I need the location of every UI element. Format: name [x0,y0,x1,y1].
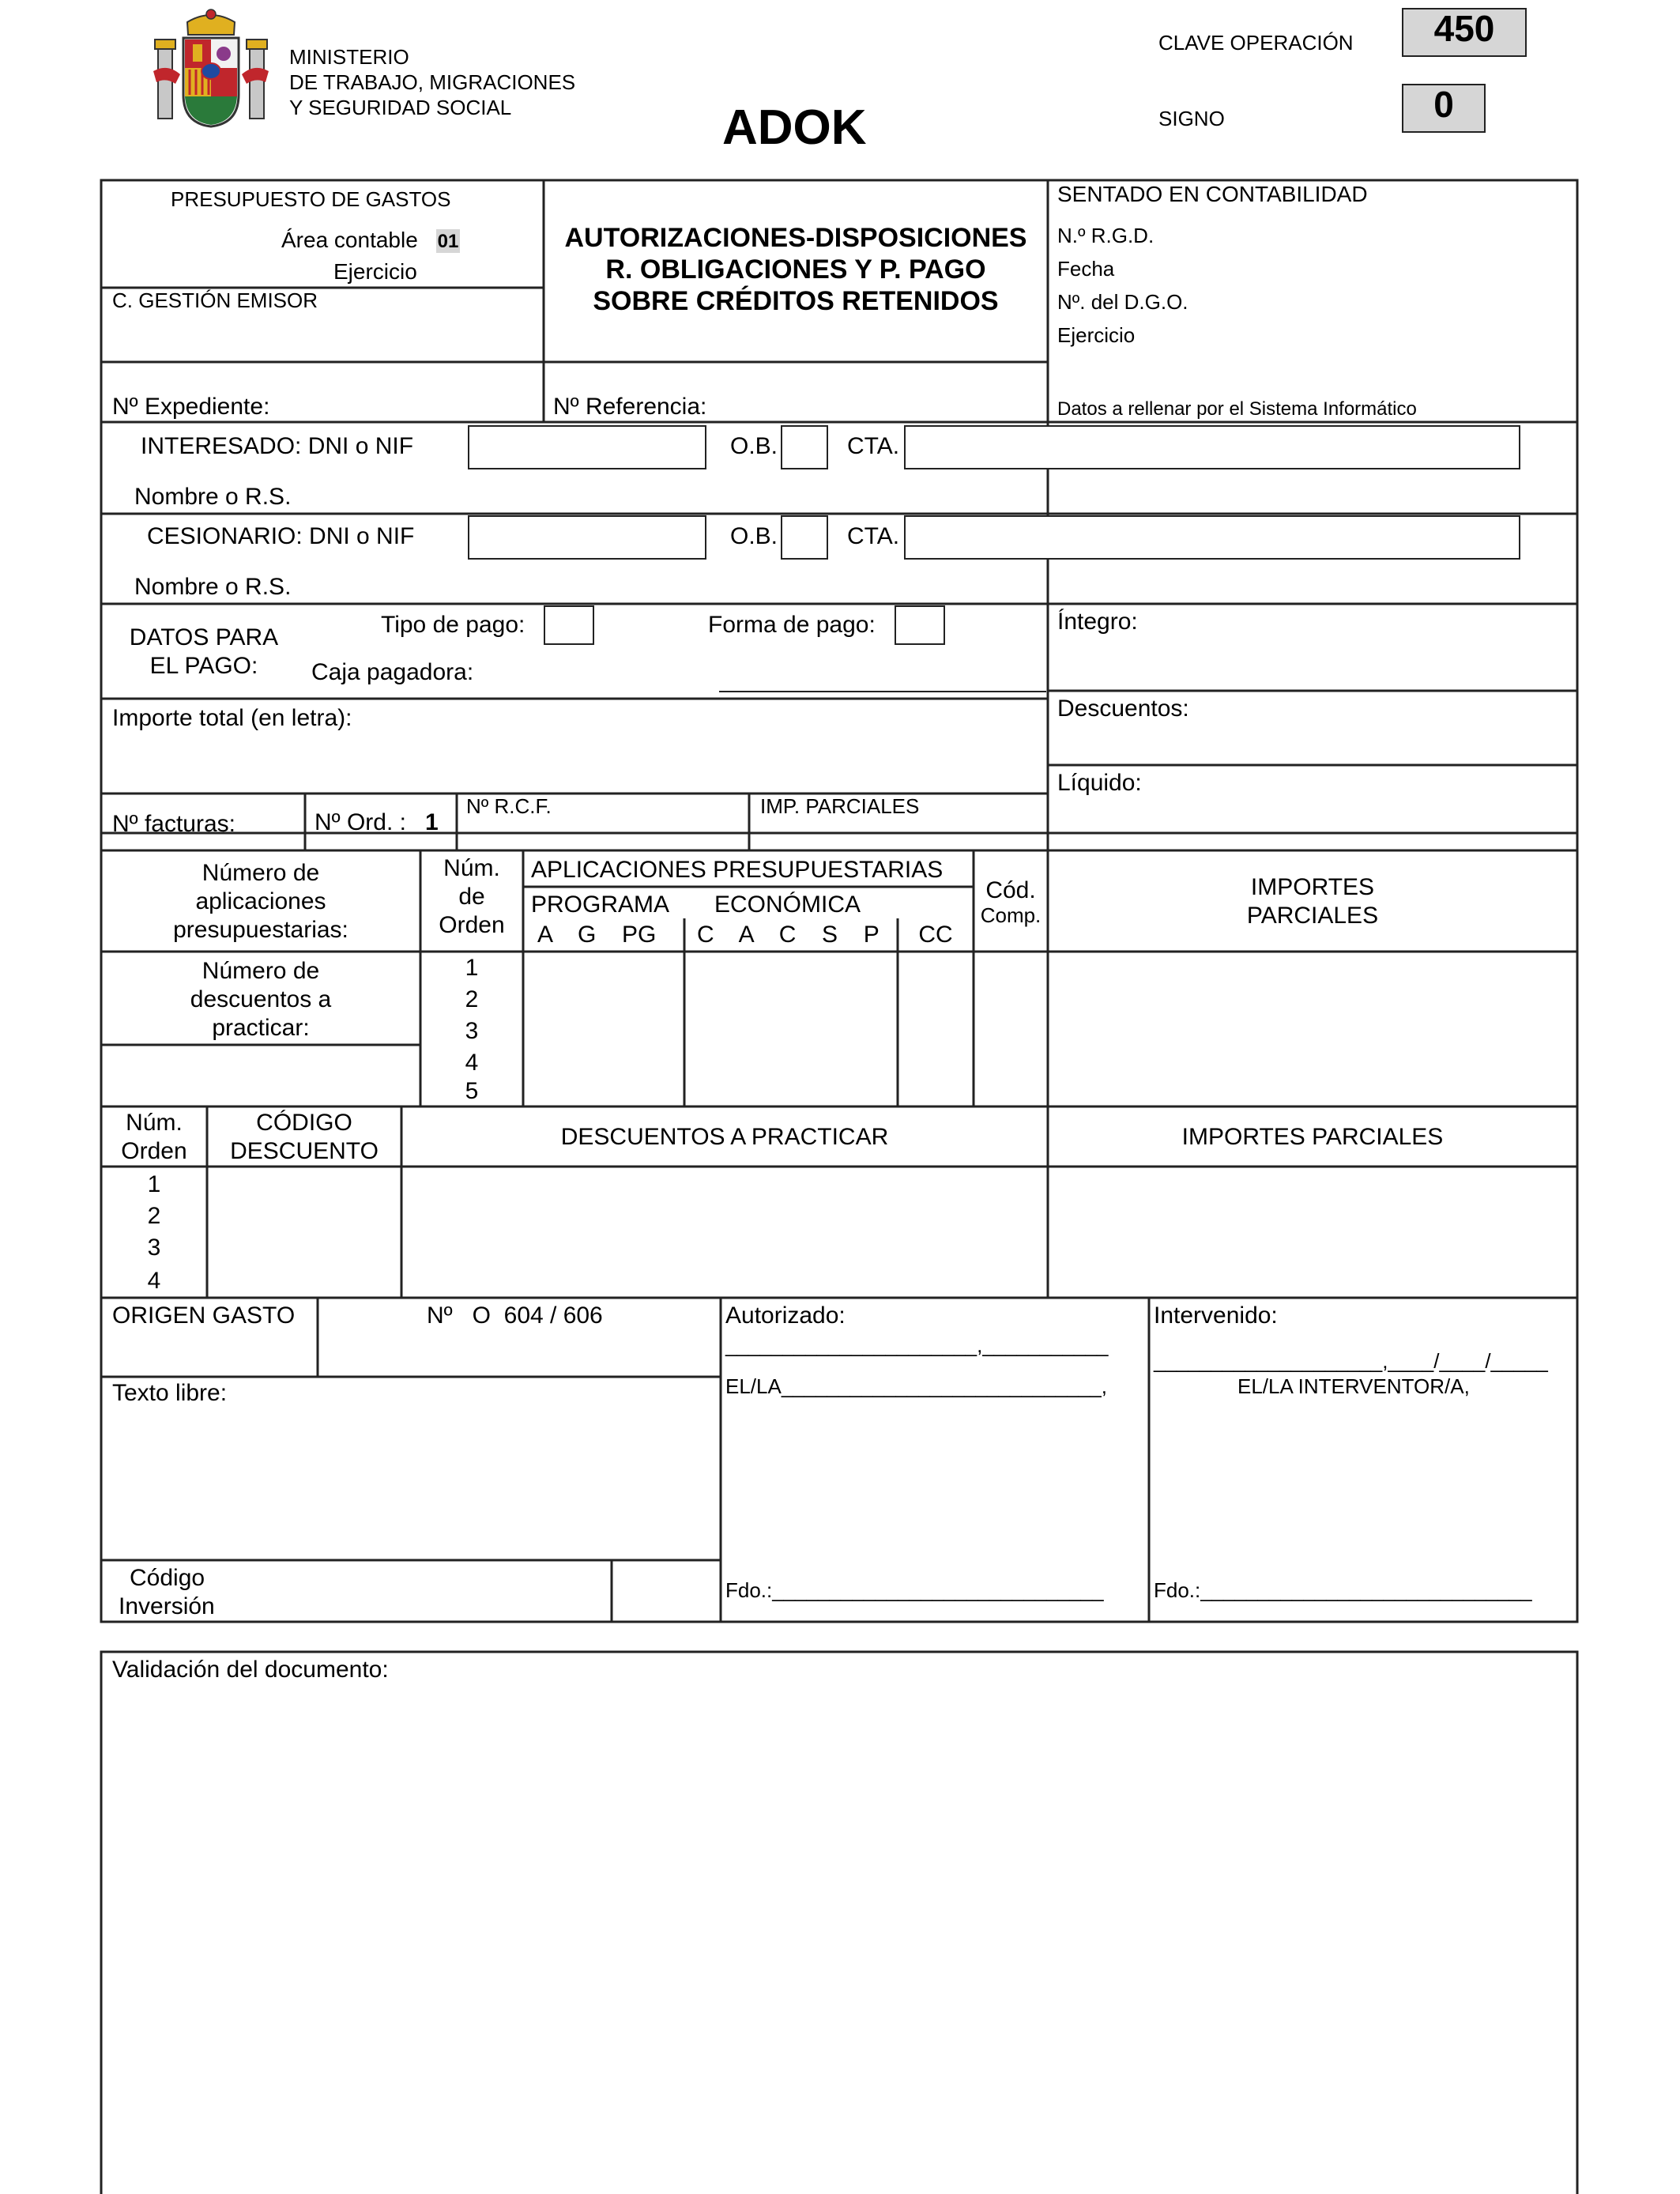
datos-pago-line-1: DATOS PARA [129,624,279,650]
fecha-label: Fecha [1057,257,1115,281]
disc-codigo-line-2: DESCUENTO [230,1138,379,1164]
interesado-cta-label: CTA. [847,433,900,459]
referencia-label: Nº Referencia: [553,394,707,420]
importes-parciales-line-2: PARCIALES [1246,903,1379,929]
interesado-label: INTERESADO: DNI o NIF [141,433,414,459]
integro-label: Íntegro: [1057,609,1138,635]
autorizado-label: Autorizado: [725,1302,846,1329]
tipo-pago-label: Tipo de pago: [381,612,525,638]
num-orden-line-1: Núm. [443,855,500,881]
programa-columns: A G PG [537,922,657,948]
ord-label: Nº Ord. : [315,809,406,835]
num-desc-line-2: descuentos a [190,986,332,1012]
interesado-ob-label: O.B. [730,433,778,459]
num-apps-line-2: aplicaciones [195,888,326,914]
area-contable-value: 01 [437,231,459,252]
economica-columns: C A C S P [697,922,880,948]
ministry-line-1: MINISTERIO [289,45,409,69]
dgo-label: Nº. del D.G.O. [1057,290,1188,314]
interesado-cta-input[interactable] [904,425,1520,469]
caja-pagadora-input[interactable] [719,653,1046,692]
origen-numero: Nº O 604 / 606 [427,1302,603,1329]
app-row-number: 2 [465,986,479,1012]
disc-num-line-1: Núm. [126,1110,183,1136]
ministry-line-3: Y SEGURIDAD SOCIAL [289,96,512,119]
forma-pago-input[interactable] [895,605,945,645]
signo-value: 0 [1433,84,1454,125]
disc-num-line-2: Orden [121,1138,187,1164]
num-apps-line-1: Número de [202,860,320,886]
clave-operacion-value: 450 [1433,8,1495,49]
el-la-line: EL/LA____________________________, [725,1374,1107,1398]
cesionario-nombre-label: Nombre o R.S. [134,574,292,600]
importe-letra-label: Importe total (en letra): [112,705,352,731]
autorizado-place-date-line: ______________________,___________ [725,1333,1109,1357]
disc-row-number: 2 [147,1203,161,1229]
budget-title: PRESUPUESTO DE GASTOS [171,187,451,211]
accounting-title: SENTADO EN CONTABILIDAD [1057,182,1368,206]
interesado-dni-input[interactable] [468,425,706,469]
tipo-pago-input[interactable] [544,605,594,645]
codigo-inversion-line-2: Inversión [119,1593,215,1619]
imp-parciales-label: IMP. PARCIALES [760,794,920,818]
form-title-line-1: AUTORIZACIONES-DISPOSICIONES [564,223,1027,253]
cod-comp-line-2: Comp. [980,903,1042,927]
cesionario-dni-input[interactable] [468,515,706,560]
area-contable-label: Área contable [281,228,418,252]
liquido-label: Líquido: [1057,770,1142,796]
signo-label: SIGNO [1158,107,1225,130]
gestion-emisor-label: C. GESTIÓN EMISOR [112,288,318,312]
system-note: Datos a rellenar por el Sistema Informático [1057,398,1417,420]
ord-value: 1 [425,809,439,835]
ejercicio-label: Ejercicio [333,259,417,284]
cc-label: CC [918,922,953,948]
cesionario-ob-label: O.B. [730,523,778,549]
codigo-inversion-line-1: Código [130,1565,205,1591]
caja-pagadora-label: Caja pagadora: [311,659,474,685]
form-code: ADOK [722,100,867,155]
cesionario-ob-input[interactable] [781,515,828,560]
facturas-label: Nº facturas: [112,811,236,837]
importes-parciales-line-1: IMPORTES [1250,874,1375,900]
programa-label: PROGRAMA [531,892,670,918]
disc-importes-title: IMPORTES PARCIALES [1181,1124,1444,1150]
cesionario-cta-label: CTA. [847,523,900,549]
cod-comp-line-1: Cód. [985,877,1036,903]
num-orden-line-3: Orden [439,912,505,938]
disc-row-number: 4 [147,1268,161,1294]
intervenido-label: Intervenido: [1154,1302,1278,1329]
descuentos-practicar-title: DESCUENTOS A PRACTICAR [560,1124,889,1150]
form-title-line-2: R. OBLIGACIONES Y P. PAGO [605,254,986,285]
app-row-number: 5 [465,1078,479,1104]
accounting-ejercicio-label: Ejercicio [1057,323,1136,347]
disc-codigo-line-1: CÓDIGO [256,1110,352,1136]
num-apps-line-3: presupuestarias: [173,917,348,943]
disc-row-number: 3 [147,1235,161,1261]
interesado-ob-input[interactable] [781,425,828,469]
rcf-label: Nº R.C.F. [466,794,552,818]
interventor-label: EL/LA INTERVENTOR/A, [1237,1374,1470,1398]
rgd-label: N.º R.G.D. [1057,224,1155,247]
texto-libre-label: Texto libre: [112,1380,228,1406]
expediente-label: Nº Expediente: [112,394,270,420]
num-desc-line-3: practicar: [212,1015,310,1041]
clave-operacion-label: CLAVE OPERACIÓN [1158,31,1354,55]
origen-gasto-label: ORIGEN GASTO [112,1302,296,1329]
economica-label: ECONÓMICA [714,892,861,918]
cesionario-cta-input[interactable] [904,515,1520,560]
autorizado-signature-line: Fdo.:_____________________________ [725,1578,1104,1602]
disc-row-number: 1 [147,1171,161,1197]
app-row-number: 3 [465,1018,479,1044]
intervenido-signature-line: Fdo.:_____________________________ [1154,1578,1532,1602]
datos-pago-line-2: EL PAGO: [149,653,258,679]
app-row-number: 1 [465,955,479,981]
ministry-line-2: DE TRABAJO, MIGRACIONES [289,70,576,94]
form-title-line-3: SOBRE CRÉDITOS RETENIDOS [593,286,999,316]
interesado-nombre-label: Nombre o R.S. [134,484,292,510]
num-desc-line-1: Número de [202,958,320,984]
num-orden-line-2: de [458,884,485,910]
intervenido-date-line: ____________________,____/____/_____ [1154,1349,1548,1373]
app-row-number: 4 [465,1050,479,1076]
forma-pago-label: Forma de pago: [708,612,876,638]
aplic-title: APLICACIONES PRESUPUESTARIAS [531,857,944,883]
cesionario-label: CESIONARIO: DNI o NIF [147,523,415,549]
descuentos-label: Descuentos: [1057,696,1189,722]
validation-label: Validación del documento: [112,1657,389,1683]
